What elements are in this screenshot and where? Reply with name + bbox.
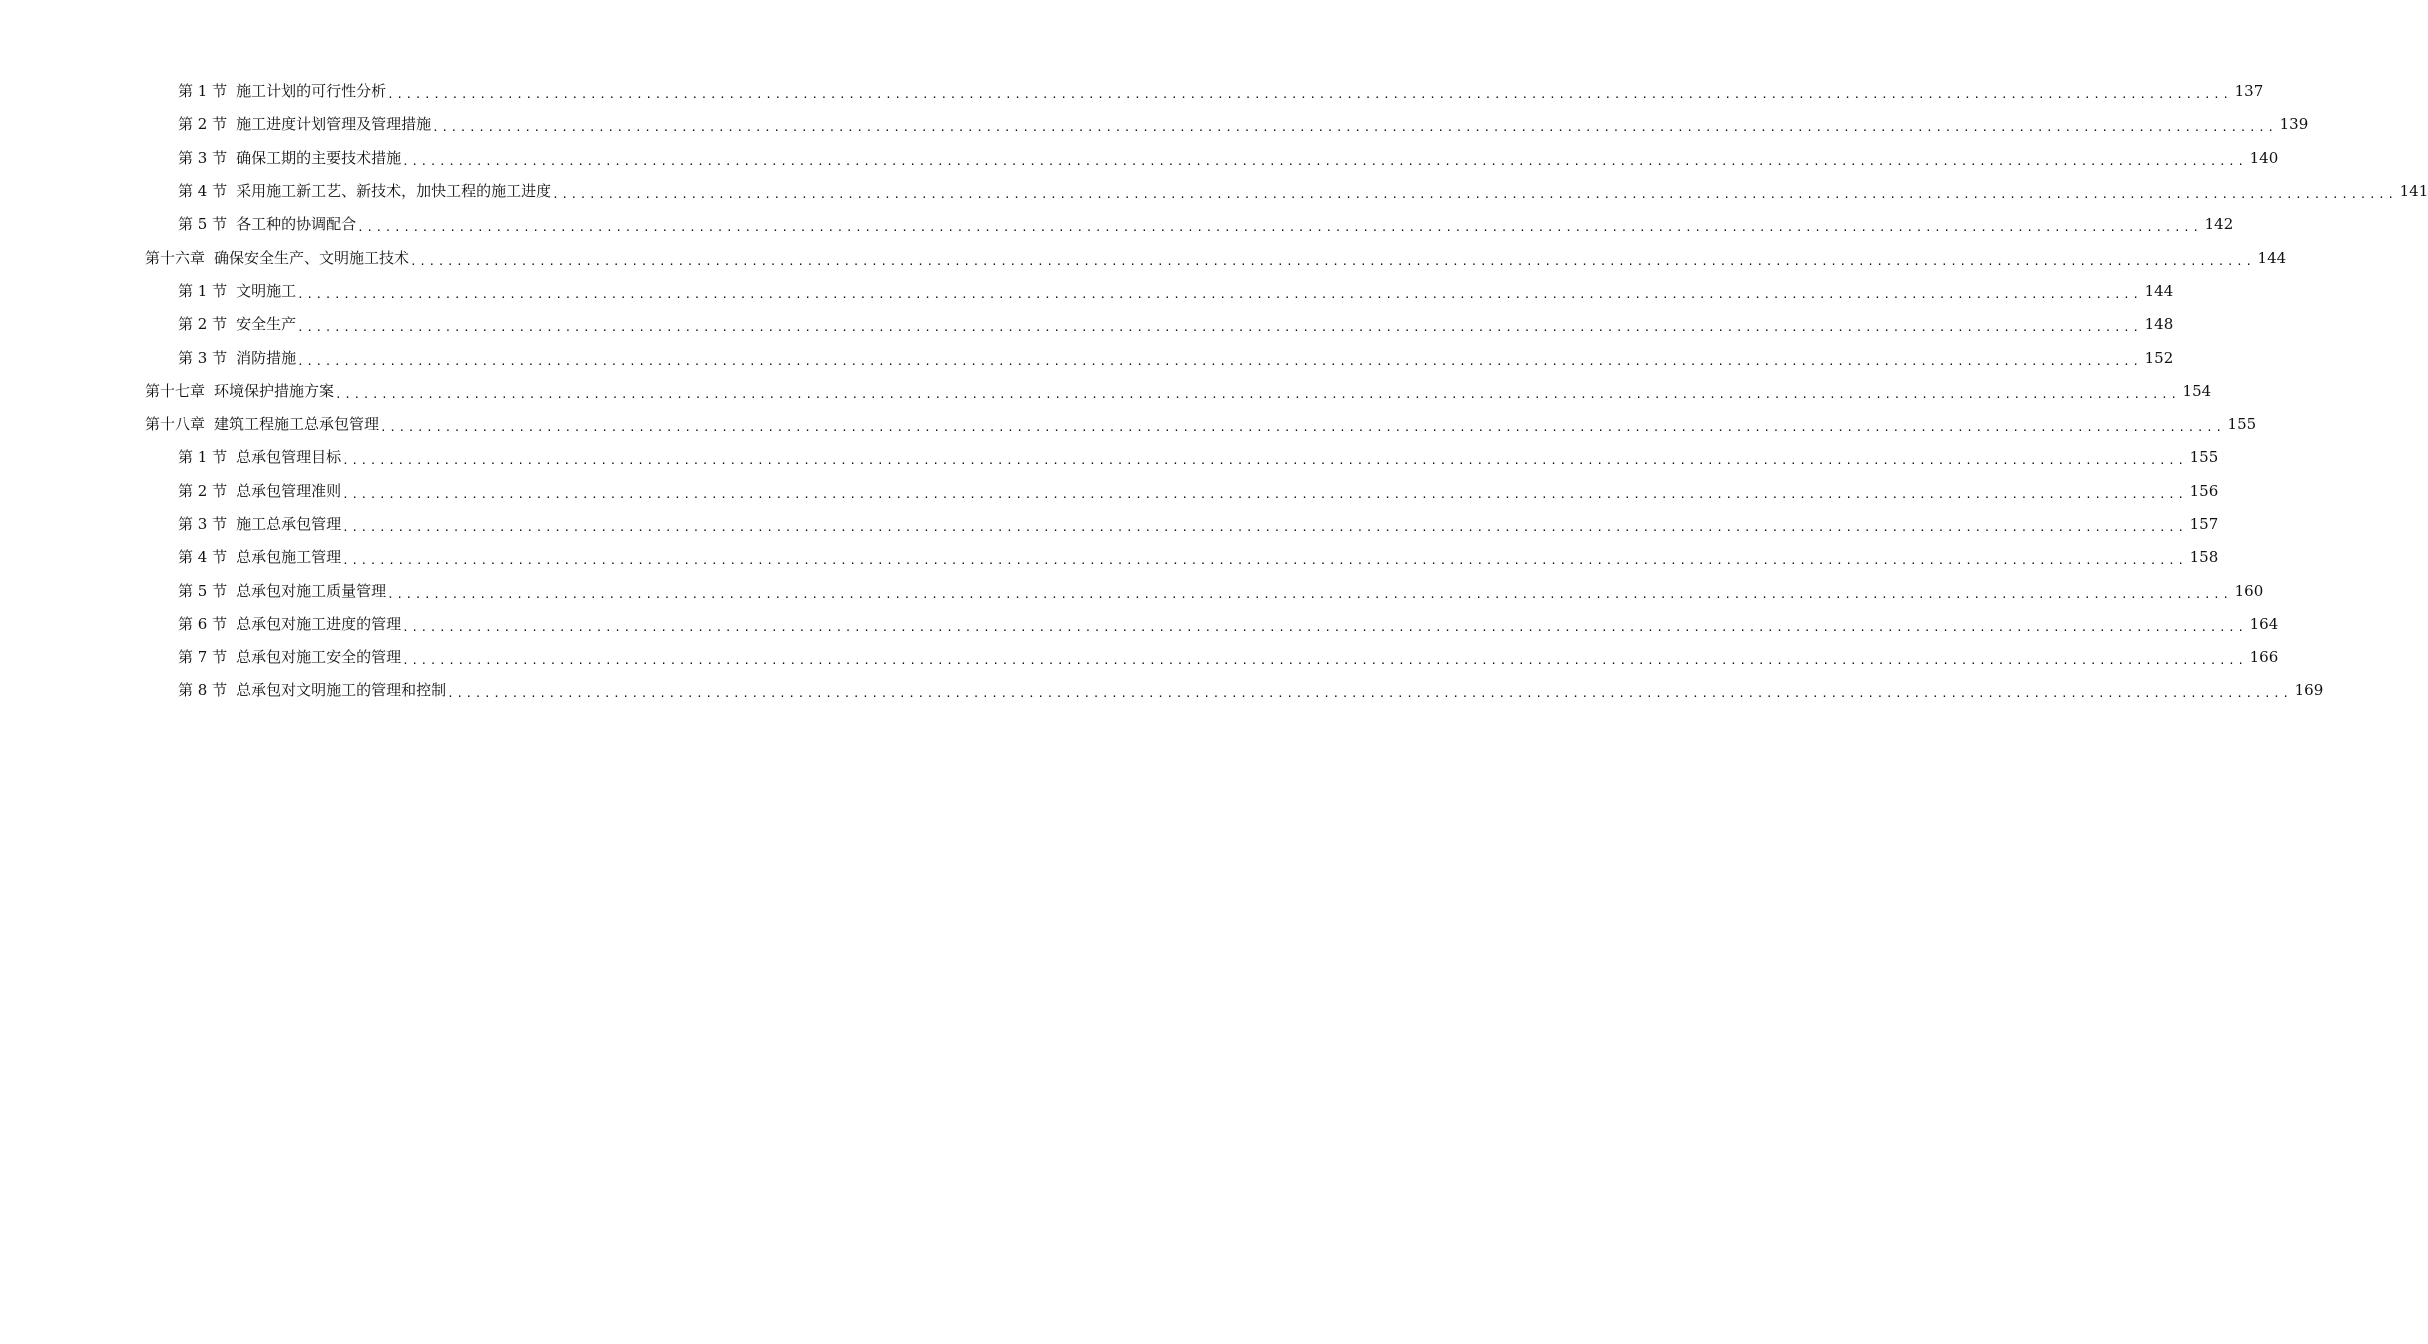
toc-entry-page-number: 155 — [2227, 415, 2257, 434]
table-of-contents — [0, 75, 2428, 708]
toc-entry-number: 第 7 节 — [178, 648, 228, 667]
toc-entry-title: 施工计划的可行性分析 — [236, 82, 387, 101]
toc-entry-number: 第 1 节 — [178, 281, 228, 300]
toc-entry-title: 总承包对文明施工的管理和控制 — [236, 681, 447, 700]
dot-leader: ........................................................................................................................................................................................................ — [432, 121, 2277, 135]
toc-entry-title: 消防措施 — [236, 348, 297, 367]
toc-entry-number: 第 1 节 — [178, 448, 228, 467]
toc-entry-title: 总承包管理准则 — [236, 481, 342, 500]
toc-entry-page-number: 154 — [2182, 381, 2212, 400]
dot-leader: ........................................................................................................................................................................................................ — [387, 587, 2232, 601]
dot-leader: ........................................................................................................................................................................................................ — [297, 287, 2142, 301]
toc-entry-title: 确保安全生产、文明施工技术 — [214, 248, 410, 267]
toc-entry-title: 确保工期的主要技术措施 — [236, 148, 402, 167]
toc-entry-title: 总承包施工管理 — [236, 548, 342, 567]
dot-leader: ........................................................................................................................................................................................................ — [380, 421, 2225, 435]
toc-entry-number: 第 3 节 — [178, 515, 228, 533]
dot-leader: ........................................................................................................................................................................................................ — [357, 221, 2202, 235]
toc-entry-number: 第十八章 — [145, 415, 206, 434]
toc-section-entry[interactable] — [0, 574, 2264, 607]
toc-section-entry[interactable] — [0, 142, 2279, 175]
dot-leader: ........................................................................................................................................................................................................ — [297, 354, 2142, 368]
toc-entry-number: 第十七章 — [145, 381, 206, 400]
dot-leader: ........................................................................................................................................................................................................ — [342, 454, 2187, 468]
toc-entry-number: 第 2 节 — [178, 115, 228, 134]
toc-entry-title: 总承包对施工质量管理 — [236, 581, 387, 600]
dot-leader: ........................................................................................................................................................................................................ — [387, 88, 2232, 102]
toc-entry-number: 第 5 节 — [178, 215, 228, 234]
toc-entry-number: 第 2 节 — [178, 481, 228, 500]
toc-section-entry[interactable] — [0, 508, 2219, 541]
toc-entry-number: 第 3 节 — [178, 348, 228, 367]
toc-entry-page-number: 157 — [2189, 515, 2219, 533]
toc-entry-page-number: 152 — [2144, 348, 2174, 367]
toc-section-entry[interactable] — [0, 341, 2174, 374]
toc-entry-page-number: 160 — [2234, 581, 2264, 600]
toc-entry-page-number: 141 — [2399, 182, 2428, 201]
toc-entry-page-number: 164 — [2249, 614, 2279, 633]
toc-chapter-entry[interactable] — [0, 241, 2287, 274]
dot-leader: ........................................................................................................................................................................................................ — [335, 387, 2180, 401]
toc-section-entry[interactable] — [0, 108, 2309, 141]
toc-entry-title: 采用施工新工艺、新技术，加快工程的施工进度 — [236, 182, 552, 201]
toc-section-entry[interactable] — [0, 175, 2428, 208]
toc-entry-title: 文明施工 — [236, 281, 297, 300]
toc-entry-number: 第 3 节 — [178, 148, 228, 167]
toc-section-entry[interactable] — [0, 608, 2279, 641]
toc-section-entry[interactable] — [0, 75, 2264, 108]
toc-entry-page-number: 169 — [2294, 681, 2324, 700]
toc-entry-title: 环境保护措施方案 — [214, 381, 335, 400]
toc-entry-title: 各工种的协调配合 — [236, 215, 357, 234]
toc-entry-number: 第 1 节 — [178, 82, 228, 101]
toc-entry-page-number: 144 — [2257, 248, 2287, 267]
toc-entry-number: 第十六章 — [145, 248, 206, 267]
toc-chapter-entry[interactable] — [0, 375, 2212, 408]
toc-entry-number: 第 4 节 — [178, 182, 228, 201]
dot-leader: ........................................................................................................................................................................................................ — [402, 154, 2247, 168]
dot-leader: ........................................................................................................................................................................................................ — [410, 254, 2255, 268]
dot-leader: ........................................................................................................................................................................................................ — [342, 487, 2187, 501]
toc-entry-page-number: 137 — [2234, 82, 2264, 101]
dot-leader: ........................................................................................................................................................................................................ — [552, 188, 2397, 202]
toc-section-entry[interactable] — [0, 308, 2174, 341]
toc-entry-title: 安全生产 — [236, 315, 297, 334]
dot-leader: ........................................................................................................................................................................................................ — [402, 620, 2247, 634]
toc-entry-page-number: 156 — [2189, 481, 2219, 500]
toc-entry-title: 总承包对施工进度的管理 — [236, 614, 402, 633]
toc-entry-title: 施工总承包管理 — [236, 515, 342, 533]
dot-leader: ........................................................................................................................................................................................................ — [297, 321, 2142, 335]
toc-section-entry[interactable] — [0, 641, 2279, 674]
toc-entry-number: 第 6 节 — [178, 614, 228, 633]
toc-entry-page-number: 139 — [2279, 115, 2309, 134]
toc-entry-title: 总承包管理目标 — [236, 448, 342, 467]
toc-entry-page-number: 142 — [2204, 215, 2234, 234]
toc-section-entry[interactable] — [0, 541, 2219, 574]
toc-entry-title: 总承包对施工安全的管理 — [236, 648, 402, 667]
toc-entry-page-number: 144 — [2144, 281, 2174, 300]
toc-entry-number: 第 5 节 — [178, 581, 228, 600]
toc-section-entry[interactable] — [0, 674, 2324, 707]
dot-leader: ........................................................................................................................................................................................................ — [342, 554, 2187, 568]
toc-section-entry[interactable] — [0, 475, 2219, 508]
dot-leader: ........................................................................................................................................................................................................ — [447, 687, 2292, 701]
toc-entry-title: 施工进度计划管理及管理措施 — [236, 115, 432, 134]
toc-entry-page-number: 166 — [2249, 648, 2279, 667]
toc-entry-page-number: 155 — [2189, 448, 2219, 467]
dot-leader: ........................................................................................................................................................................................................ — [342, 521, 2187, 534]
toc-chapter-entry[interactable] — [0, 408, 2257, 441]
toc-entry-page-number: 140 — [2249, 148, 2279, 167]
toc-entry-number: 第 8 节 — [178, 681, 228, 700]
toc-entry-page-number: 158 — [2189, 548, 2219, 567]
toc-section-entry[interactable] — [0, 441, 2219, 474]
toc-entry-title: 建筑工程施工总承包管理 — [214, 415, 380, 434]
dot-leader: ........................................................................................................................................................................................................ — [402, 654, 2247, 668]
toc-section-entry[interactable] — [0, 208, 2234, 241]
toc-entry-number: 第 4 节 — [178, 548, 228, 567]
toc-entry-page-number: 148 — [2144, 315, 2174, 334]
toc-section-entry[interactable] — [0, 275, 2174, 308]
toc-entry-number: 第 2 节 — [178, 315, 228, 334]
